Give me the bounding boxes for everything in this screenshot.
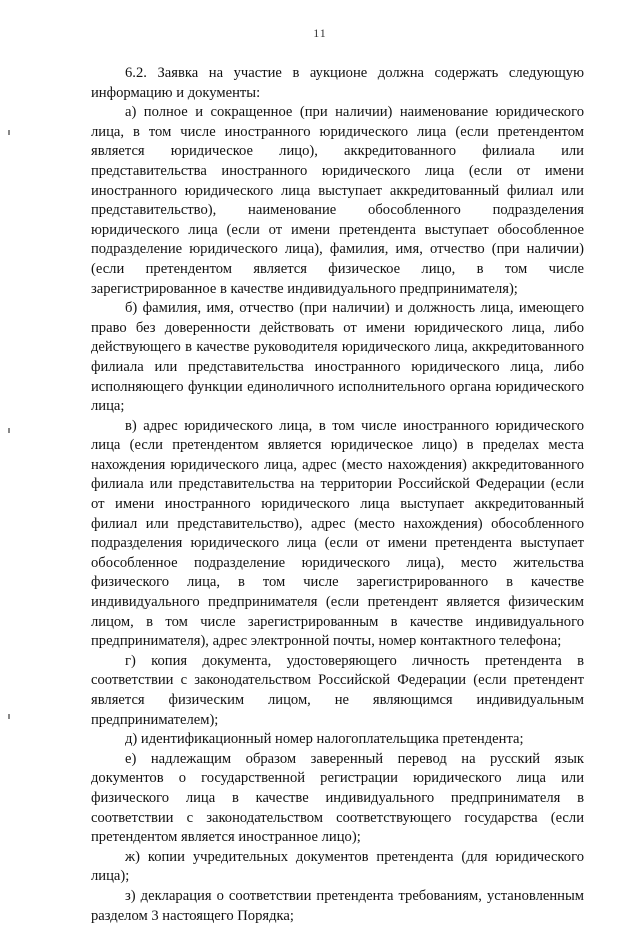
margin-mark (8, 714, 10, 719)
margin-mark (8, 428, 10, 433)
paragraph-item-g: г) копия документа, удостоверяющего личность претендента в соответствии с законодательством Российской Федерации (если претендент является физическим лицом, не являющимся индивидуальным предпринимателем); (91, 652, 584, 728)
paragraph-item-a: а) полное и сокращенное (при наличии) наименование юридического лица, в том числе иностранного юридического лица (если претендентом является юридическое лицо), аккредитованного филиала или представительства иностранного юридического лица (если от имени иностранного юридического лица выступает аккредитованный филиал или представительство), наименование обособленного подразделения юридического лица (если от имени претендента выступает обособленное подразделение юридического лица), фамилия, имя, отчество (при наличии) (если претендентом является физическое лицо, в том числе зарегистрированное в качестве индивидуального предпринимателя); (91, 104, 584, 297)
margin-mark (8, 130, 10, 135)
document-body (91, 64, 584, 926)
paragraph-item-e: е) надлежащим образом заверенный перевод на русский язык документов о государственной регистрации юридического лица или физического лица в качестве индивидуального предпринимателя в соответствии с законодательством соответствующего государства (если претендентом является иностранное лицо); (91, 750, 584, 846)
paragraph-item-d: д) идентификационный номер налогоплательщика претендента; (125, 731, 524, 748)
paragraph-item-b: б) фамилия, имя, отчество (при наличии) и должность лица, имеющего право без доверенности действовать от имени юридического лица, либо действующего в качестве руководителя юридического лица, аккредитованного филиала или представительства иностранного юридического лица, либо исполняющего функции единоличного исполнительного органа юридического лица; (91, 300, 584, 415)
paragraph-item-zh: ж) копии учредительных документов претендента (для юридического лица); (91, 848, 584, 885)
paragraph-item-v: в) адрес юридического лица, в том числе иностранного юридического лица (если претендентом является юридическое лицо) в пределах места нахождения юридического лица, адрес (место нахождения) аккредитованного филиала или представительства на территории Российской Федерации (если от имени иностранного юридического лица выступает аккредитованный филиал или представительство), адрес (место нахождения) обособленного подразделения юридического лица (если от имени претендента выступает обособленное подразделение юридического лица), место жительства физического лица, в том числе зарегистрированного в качестве индивидуального предпринимателя (если претендент является физическим лицом, в том числе зарегистрированным в качестве индивидуального предпринимателя), адрес электронной почты, номер контактного телефона; (91, 417, 584, 650)
page-number: 11 (313, 26, 327, 40)
paragraph-item-z: з) декларация о соответствии претендента требованиям, установленным разделом 3 настоящего Порядка; (91, 887, 584, 924)
paragraph-intro: 6.2. Заявка на участие в аукционе должна содержать следующую информацию и документы: (91, 65, 584, 101)
